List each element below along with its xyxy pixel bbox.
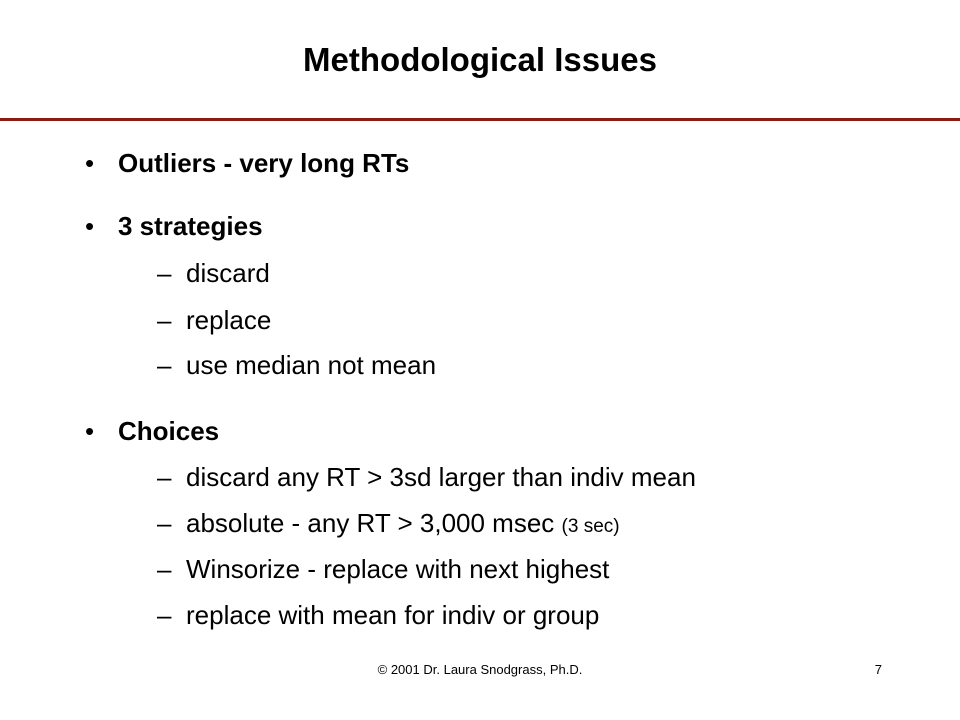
sub-item-text: replace with mean for indiv or group [186,600,600,630]
sub-item-text: use median not mean [186,350,437,380]
sub-item-text-container [186,507,620,543]
sub-item-note: (3 sec) [561,516,620,537]
dash-glyph: – [157,350,172,380]
footer-copyright: © 2001 Dr. Laura Snodgrass, Ph.D. [377,662,583,677]
bullet-text: 3 strategies [118,211,263,241]
dash-glyph: – [157,462,172,492]
bullet-glyph: • [85,211,95,241]
bullet-text: Outliers - very long RTs [118,148,410,178]
sub-item-text: Winsorize - replace with next highest [186,554,610,584]
sub-item-text: absolute - any RT > 3,000 msec [186,508,555,538]
sub-item-text: discard any RT > 3sd larger than indiv mean [186,462,696,492]
dash-glyph: – [157,258,172,288]
bullet-glyph: • [85,416,95,446]
dash-glyph: – [157,554,172,584]
title-divider [0,118,960,121]
sub-item-text: replace [186,305,272,335]
dash-glyph: – [157,508,172,538]
dash-glyph: – [157,305,172,335]
page-number: 7 [874,662,882,677]
slide-title: Methodological Issues [303,41,657,78]
bullet-glyph: • [85,148,95,178]
dash-glyph: – [157,600,172,630]
sub-item-text: discard [186,258,270,288]
bullet-text: Choices [118,416,220,446]
